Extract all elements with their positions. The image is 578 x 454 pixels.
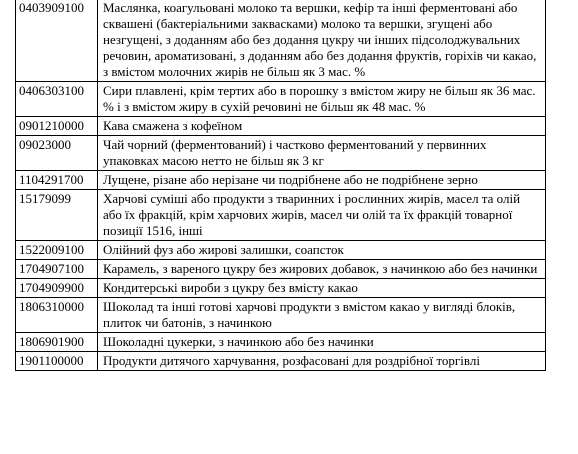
product-code-cell: 09023000 [16,136,98,171]
table-row [16,136,546,171]
product-code-cell: 0406303100 [16,82,98,117]
table-row [16,333,546,352]
table-row [16,241,546,260]
table-row [16,190,546,241]
product-description-cell: Продукти дитячого харчування, розфасовані для роздрібної торгівлі [98,352,546,371]
product-description-cell: Сири плавлені, крім тертих або в порошку з вмістом жиру не більш як 36 мас. % і з вмістом жиру в сухій речовині не більш як 48 мас. % [98,82,546,117]
product-code-cell: 15179099 [16,190,98,241]
product-code-cell: 1806901900 [16,333,98,352]
table-row [16,298,546,333]
product-codes-table [15,0,546,371]
product-description-cell: Лущене, різане або нерізане чи подрібнене або не подрібнене зерно [98,171,546,190]
page-bottom-margin [15,440,545,454]
product-code-cell: 1522009100 [16,241,98,260]
table-row [16,279,546,298]
product-description-cell: Кондитерські вироби з цукру без вмісту какао [98,279,546,298]
table-row [16,260,546,279]
product-code-cell: 1704907100 [16,260,98,279]
product-code-cell: 0403909100 [16,0,98,82]
product-code-cell: 1104291700 [16,171,98,190]
product-code-cell: 1806310000 [16,298,98,333]
table-row [16,171,546,190]
product-description-cell: Чай чорний (ферментований) і частково ферментований у первинних упаковках масою нетто не більш як 3 кг [98,136,546,171]
product-description-cell: Шоколадні цукерки, з начинкою або без начинки [98,333,546,352]
product-description-cell: Харчові суміші або продукти з тваринних і рослинних жирів, масел та олій або їх фракцій, крім харчових жирів, масел чи олій та їх фракцій товарної позиції 1516, інші [98,190,546,241]
product-description-cell: Шоколад та інші готові харчові продукти з вмістом какао у вигляді блоків, плиток чи батонів, з начинкою [98,298,546,333]
product-code-cell: 0901210000 [16,117,98,136]
table-row [16,82,546,117]
product-description-cell: Карамель, з вареного цукру без жирових добавок, з начинкою або без начинки [98,260,546,279]
product-description-cell: Кава смажена з кофеїном [98,117,546,136]
product-code-cell: 1901100000 [16,352,98,371]
table-row [16,0,546,82]
table-row [16,352,546,371]
product-code-cell: 1704909900 [16,279,98,298]
table-row [16,117,546,136]
product-description-cell: Маслянка, коагульовані молоко та вершки, кефір та інші ферментовані або сквашені (бактеріальними заквасками) молоко та вершки, згущені або незгущені, з доданням або без додання цукру чи інших підсолоджувальних речовин, ароматизовані, з доданням або без додання фруктів, горіхів чи какао, з вмістом молочних жирів не більш як 3 мас. % [98,0,546,82]
product-description-cell: Олійний фуз або жирові залишки, соапсток [98,241,546,260]
